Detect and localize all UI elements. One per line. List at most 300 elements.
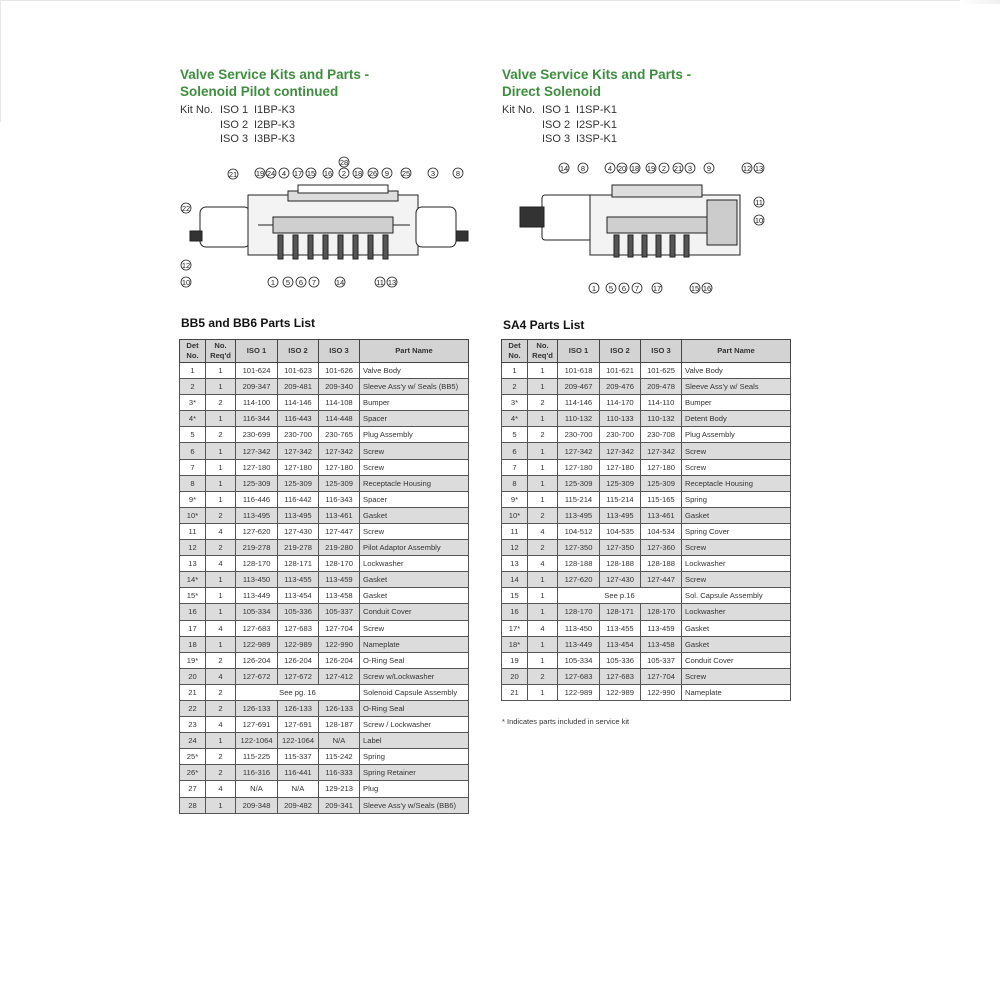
iso3-cell: 127-447 (319, 523, 360, 539)
part-name-cell: Screw (360, 443, 469, 459)
no-reqd-cell: 1 (528, 636, 558, 652)
callout-24: 24 (266, 169, 276, 178)
iso1-cell: 128-188 (558, 556, 600, 572)
no-reqd-cell: 2 (206, 395, 236, 411)
iso2-cell: 125-309 (600, 475, 641, 491)
iso3-cell: 128-170 (641, 604, 682, 620)
part-name-cell: O-Ring Seal (360, 652, 469, 668)
iso3-cell: 127-342 (641, 443, 682, 459)
table-row (180, 411, 469, 427)
iso2-cell: 114-146 (278, 395, 319, 411)
iso3-cell: 104-534 (641, 523, 682, 539)
iso3-cell: 115-165 (641, 491, 682, 507)
part-name-cell: Nameplate (682, 684, 791, 700)
part-name-cell: Spring Cover (682, 523, 791, 539)
iso2-cell: 105-336 (600, 652, 641, 668)
table-row (502, 427, 791, 443)
det-no-cell: 6 (502, 443, 528, 459)
iso1-cell: 113-450 (236, 572, 278, 588)
iso2-cell: 105-336 (278, 604, 319, 620)
col-header-part-name: Part Name (682, 340, 791, 363)
page-border-top (0, 0, 1000, 1)
iso1-cell: 113-495 (236, 507, 278, 523)
iso1-cell: 105-334 (236, 604, 278, 620)
det-no-cell: 24 (180, 733, 206, 749)
part-name-cell: Sol. Capsule Assembly (682, 588, 791, 604)
iso3-cell: 125-309 (319, 475, 360, 491)
part-name-cell: Gasket (360, 507, 469, 523)
right-valve-diagram (502, 155, 772, 295)
iso2-cell: 230-700 (278, 427, 319, 443)
det-no-cell: 5 (502, 427, 528, 443)
right-title-line2: Direct Solenoid (502, 84, 602, 99)
kit-code: I1SP-K1 (576, 104, 617, 116)
callout-15: 15 (306, 169, 316, 178)
part-name-cell: Sleeve Ass'y w/Seals (BB6) (360, 797, 469, 813)
kit-code: I2BP-K3 (254, 118, 295, 131)
callout-21: 21 (673, 164, 683, 173)
iso2-cell: 128-188 (600, 556, 641, 572)
callout-1: 1 (591, 284, 597, 293)
page-edge-shade (960, 0, 1000, 4)
iso3-cell: 126-204 (319, 652, 360, 668)
kit-code: I3BP-K3 (254, 133, 295, 145)
callout-12: 12 (742, 164, 752, 173)
table-row (180, 395, 469, 411)
no-reqd-cell: 2 (528, 507, 558, 523)
table-header-row (180, 340, 469, 363)
iso3-cell: 105-337 (641, 652, 682, 668)
det-no-cell: 8 (502, 475, 528, 491)
part-name-cell: Valve Body (360, 363, 469, 379)
callout-2: 2 (341, 169, 347, 178)
iso3-cell: 127-447 (641, 572, 682, 588)
table-row (502, 395, 791, 411)
part-name-cell: Screw / Lockwasher (360, 717, 469, 733)
no-reqd-cell: 1 (206, 588, 236, 604)
det-no-cell: 23 (180, 717, 206, 733)
callout-19: 19 (255, 169, 265, 178)
iso2-cell: 122-1064 (278, 733, 319, 749)
callout-2: 2 (661, 164, 667, 173)
det-no-cell: 11 (180, 523, 206, 539)
iso3-cell: 127-180 (641, 459, 682, 475)
iso1-cell: 115-214 (558, 491, 600, 507)
connector-right (456, 231, 468, 241)
col-header-det-no: Det No. (180, 340, 206, 363)
table-row (180, 491, 469, 507)
col-header-iso3: ISO 3 (641, 340, 682, 363)
det-no-cell: 13 (180, 556, 206, 572)
det-no-cell: 17* (502, 620, 528, 636)
iso3-cell: 114-108 (319, 395, 360, 411)
no-reqd-cell: 4 (206, 781, 236, 797)
col-header-iso2: ISO 2 (278, 340, 319, 363)
iso1-cell: 127-691 (236, 717, 278, 733)
table-row (180, 379, 469, 395)
part-name-cell: Screw (682, 443, 791, 459)
no-reqd-cell: 2 (206, 684, 236, 700)
part-name-cell: Lockwasher (682, 556, 791, 572)
right-table-title: SA4 Parts List (503, 318, 585, 332)
right-section-header (502, 66, 802, 147)
kit-iso: ISO 1 (220, 104, 249, 116)
table-row (502, 411, 791, 427)
col-header-part-name: Part Name (360, 340, 469, 363)
part-name-cell: Spacer (360, 491, 469, 507)
no-reqd-cell: 1 (528, 588, 558, 604)
iso1-cell: 125-309 (558, 475, 600, 491)
kit-label (502, 118, 542, 133)
no-reqd-cell: 1 (528, 443, 558, 459)
callout-11: 11 (376, 278, 384, 287)
left-section-header (180, 66, 480, 147)
iso3-cell: 113-459 (641, 620, 682, 636)
det-no-cell: 18* (502, 636, 528, 652)
no-reqd-cell: 4 (528, 523, 558, 539)
callout-15: 15 (690, 284, 700, 293)
table-row (502, 379, 791, 395)
iso3-cell: 127-704 (641, 668, 682, 684)
part-name-cell: O-Ring Seal (360, 700, 469, 716)
no-reqd-cell: 2 (528, 668, 558, 684)
table-row (180, 620, 469, 636)
table-row (502, 572, 791, 588)
iso2-cell: 127-180 (600, 459, 641, 475)
det-no-cell: 2 (502, 379, 528, 395)
part-name-cell: Screw (682, 572, 791, 588)
no-reqd-cell: 1 (206, 411, 236, 427)
no-reqd-cell: 1 (206, 572, 236, 588)
conduit-cover (298, 185, 388, 193)
no-reqd-cell: 2 (206, 765, 236, 781)
iso3-cell: 101-626 (319, 363, 360, 379)
no-reqd-cell: 1 (206, 636, 236, 652)
part-name-cell: Lockwasher (682, 604, 791, 620)
callout-12: 12 (181, 261, 191, 270)
iso1-cell: 104-512 (558, 523, 600, 539)
det-no-cell: 19 (502, 652, 528, 668)
no-reqd-cell: 2 (206, 749, 236, 765)
iso1-cell: 127-342 (558, 443, 600, 459)
iso1-cell: 115-225 (236, 749, 278, 765)
part-name-cell: Detent Body (682, 411, 791, 427)
iso2-cell: 113-455 (600, 620, 641, 636)
solenoid-capsule-left (200, 207, 250, 247)
iso1-cell: 127-672 (236, 668, 278, 684)
table-row (502, 443, 791, 459)
no-reqd-cell: 1 (528, 652, 558, 668)
iso1-cell: 127-350 (558, 540, 600, 556)
table-row (180, 797, 469, 813)
iso3-cell: 114-110 (641, 395, 682, 411)
kit-label (180, 132, 220, 147)
iso1-cell: 127-620 (236, 523, 278, 539)
col-header-iso2: ISO 2 (600, 340, 641, 363)
det-no-cell: 19* (180, 652, 206, 668)
table-row (502, 556, 791, 572)
part-name-cell: Sleeve Ass'y w/ Seals (682, 379, 791, 395)
iso2-cell: 127-342 (278, 443, 319, 459)
callout-26: 26 (368, 169, 378, 178)
col-header-iso3: ISO 3 (319, 340, 360, 363)
kit-iso: ISO 1 (542, 104, 571, 116)
iso1-cell: 113-449 (236, 588, 278, 604)
iso3-cell: 126-133 (319, 700, 360, 716)
callout-3: 3 (687, 164, 693, 173)
iso1-cell: 127-180 (558, 459, 600, 475)
iso2-cell: 113-495 (278, 507, 319, 523)
iso3-cell: 110-132 (641, 411, 682, 427)
part-name-cell: Screw (360, 523, 469, 539)
iso1-cell: 127-342 (236, 443, 278, 459)
iso2-cell: 128-171 (278, 556, 319, 572)
part-name-cell: Gasket (360, 588, 469, 604)
callout-7: 7 (634, 284, 640, 293)
callout-5: 5 (285, 278, 291, 287)
iso1-cell: 127-180 (236, 459, 278, 475)
iso2-cell: 114-170 (600, 395, 641, 411)
table-row (502, 620, 791, 636)
part-name-cell: Plug Assembly (360, 427, 469, 443)
iso2-cell: 113-454 (278, 588, 319, 604)
callout-17: 17 (652, 284, 662, 293)
iso2-cell: 116-443 (278, 411, 319, 427)
no-reqd-cell: 1 (206, 459, 236, 475)
callout-6: 6 (298, 278, 304, 287)
det-no-cell: 4* (180, 411, 206, 427)
callout-9: 9 (706, 164, 712, 173)
no-reqd-cell: 1 (528, 475, 558, 491)
page-border-left (0, 0, 1, 122)
iso3-cell: 125-309 (641, 475, 682, 491)
table-row (502, 491, 791, 507)
callout-13: 13 (387, 278, 397, 287)
part-name-cell: Gasket (682, 620, 791, 636)
callout-14: 14 (559, 164, 569, 173)
left-title-line1: Valve Service Kits and Parts - (180, 67, 370, 82)
no-reqd-cell: 1 (528, 491, 558, 507)
callout-8: 8 (580, 164, 586, 173)
table-row (180, 668, 469, 684)
det-no-cell: 15 (502, 588, 528, 604)
callout-21: 21 (228, 170, 238, 179)
no-reqd-cell: 2 (206, 540, 236, 556)
callout-5: 5 (608, 284, 614, 293)
table-row (180, 427, 469, 443)
callout-28: 28 (339, 158, 349, 167)
no-reqd-cell: 2 (206, 427, 236, 443)
iso1-cell: 209-347 (236, 379, 278, 395)
kit-label: Kit No. (180, 104, 214, 116)
det-no-cell: 16 (180, 604, 206, 620)
table-row (180, 636, 469, 652)
table-row (180, 475, 469, 491)
table-row (180, 765, 469, 781)
iso3-cell: 127-704 (319, 620, 360, 636)
table-row (180, 733, 469, 749)
no-reqd-cell: 2 (206, 652, 236, 668)
table-row (502, 475, 791, 491)
iso2-cell: 127-672 (278, 668, 319, 684)
iso1-cell: See pg. 16 (236, 684, 360, 700)
table-row (180, 572, 469, 588)
no-reqd-cell: 4 (528, 620, 558, 636)
iso3-cell: 116-333 (319, 765, 360, 781)
no-reqd-cell: 1 (528, 684, 558, 700)
iso3-cell: 209-341 (319, 797, 360, 813)
kit-iso: ISO 2 (542, 118, 571, 131)
table-row (180, 556, 469, 572)
iso3-cell: 127-342 (319, 443, 360, 459)
det-no-cell: 11 (502, 523, 528, 539)
kit-label (502, 132, 542, 147)
no-reqd-cell: 1 (528, 572, 558, 588)
iso1-cell: 113-449 (558, 636, 600, 652)
part-name-cell: Gasket (360, 572, 469, 588)
kit-label (180, 118, 220, 133)
iso1-cell: 122-989 (236, 636, 278, 652)
part-name-cell: Conduit Cover (360, 604, 469, 620)
iso1-cell: 116-344 (236, 411, 278, 427)
part-name-cell: Lockwasher (360, 556, 469, 572)
iso3-cell: 209-478 (641, 379, 682, 395)
iso1-cell: 127-683 (236, 620, 278, 636)
iso2-cell: 126-133 (278, 700, 319, 716)
det-no-cell: 4* (502, 411, 528, 427)
iso2-cell: 116-442 (278, 491, 319, 507)
part-name-cell: Bumper (360, 395, 469, 411)
det-no-cell: 17 (180, 620, 206, 636)
part-name-cell: Receptacle Housing (360, 475, 469, 491)
bb5-bb6-parts-table (179, 339, 469, 814)
service-kit-footnote: * Indicates parts included in service kit (502, 717, 630, 726)
iso2-cell: 113-454 (600, 636, 641, 652)
iso1-cell: 219-278 (236, 540, 278, 556)
no-reqd-cell: 1 (528, 363, 558, 379)
callout-1: 1 (270, 278, 276, 287)
iso2-cell: 122-989 (600, 684, 641, 700)
part-name-cell: Valve Body (682, 363, 791, 379)
table-row (502, 636, 791, 652)
connector (520, 207, 544, 227)
det-no-cell: 14* (180, 572, 206, 588)
part-name-cell: Gasket (682, 636, 791, 652)
iso2-cell: 127-180 (278, 459, 319, 475)
table-row (502, 523, 791, 539)
iso1-cell: 128-170 (558, 604, 600, 620)
part-name-cell: Nameplate (360, 636, 469, 652)
iso1-cell: 128-170 (236, 556, 278, 572)
det-no-cell: 3* (502, 395, 528, 411)
iso2-cell: 128-171 (600, 604, 641, 620)
iso1-cell: 125-309 (236, 475, 278, 491)
iso2-cell: 127-342 (600, 443, 641, 459)
iso1-cell: 127-620 (558, 572, 600, 588)
det-no-cell: 27 (180, 781, 206, 797)
table-row (180, 700, 469, 716)
no-reqd-cell: 1 (206, 475, 236, 491)
part-name-cell: Screw (360, 620, 469, 636)
iso1-cell: 105-334 (558, 652, 600, 668)
iso1-cell: 114-146 (558, 395, 600, 411)
col-header-iso1: ISO 1 (558, 340, 600, 363)
iso2-cell: 122-989 (278, 636, 319, 652)
no-reqd-cell: 2 (528, 427, 558, 443)
callout-6: 6 (621, 284, 627, 293)
iso1-cell: 126-133 (236, 700, 278, 716)
iso2-cell: 104-535 (600, 523, 641, 539)
callout-20: 20 (617, 164, 627, 173)
callout-10: 10 (181, 278, 191, 287)
table-row (180, 652, 469, 668)
no-reqd-cell: 1 (206, 604, 236, 620)
part-name-cell: Screw (682, 668, 791, 684)
callout-19: 19 (646, 164, 656, 173)
det-no-cell: 25* (180, 749, 206, 765)
iso1-cell: N/A (236, 781, 278, 797)
no-reqd-cell: 1 (206, 443, 236, 459)
iso3-cell: 115-242 (319, 749, 360, 765)
det-no-cell: 12 (502, 540, 528, 556)
iso3-cell: 113-461 (641, 507, 682, 523)
det-no-cell: 10* (502, 507, 528, 523)
det-no-cell: 12 (180, 540, 206, 556)
callout-11: 11 (755, 198, 763, 207)
det-no-cell: 22 (180, 700, 206, 716)
callout-16: 16 (702, 284, 712, 293)
iso3-cell: 127-360 (641, 540, 682, 556)
table-row (502, 363, 791, 379)
table-header-row (502, 340, 791, 363)
callout-22: 22 (181, 204, 191, 213)
iso2-cell: 230-700 (600, 427, 641, 443)
det-no-cell: 28 (180, 797, 206, 813)
det-no-cell: 20 (502, 668, 528, 684)
part-name-cell: Label (360, 733, 469, 749)
no-reqd-cell: 1 (206, 491, 236, 507)
det-no-cell: 8 (180, 475, 206, 491)
iso3-cell: 128-187 (319, 717, 360, 733)
table-row (180, 459, 469, 475)
iso2-cell: 127-683 (600, 668, 641, 684)
kit-iso: ISO 3 (542, 133, 571, 145)
col-header-no-reqd: No. Req'd (206, 340, 236, 363)
iso1-cell: 126-204 (236, 652, 278, 668)
kit-iso: ISO 3 (220, 133, 249, 145)
no-reqd-cell: 1 (528, 411, 558, 427)
col-header-det-no: Det No. (502, 340, 528, 363)
no-reqd-cell: 1 (206, 363, 236, 379)
table-row (502, 507, 791, 523)
part-name-cell: Spring (682, 491, 791, 507)
no-reqd-cell: 1 (528, 604, 558, 620)
iso3-cell: 122-990 (641, 684, 682, 700)
iso2-cell: 219-278 (278, 540, 319, 556)
part-name-cell: Bumper (682, 395, 791, 411)
no-reqd-cell: 4 (528, 556, 558, 572)
kit-code: I1BP-K3 (254, 104, 295, 116)
iso3-cell: 230-765 (319, 427, 360, 443)
iso2-cell: 126-204 (278, 652, 319, 668)
callout-4: 4 (281, 169, 287, 178)
table-row (502, 459, 791, 475)
iso2-cell: 127-430 (600, 572, 641, 588)
iso2-cell: 101-621 (600, 363, 641, 379)
table-row (180, 684, 469, 700)
callout-14: 14 (335, 278, 345, 287)
table-row (180, 717, 469, 733)
